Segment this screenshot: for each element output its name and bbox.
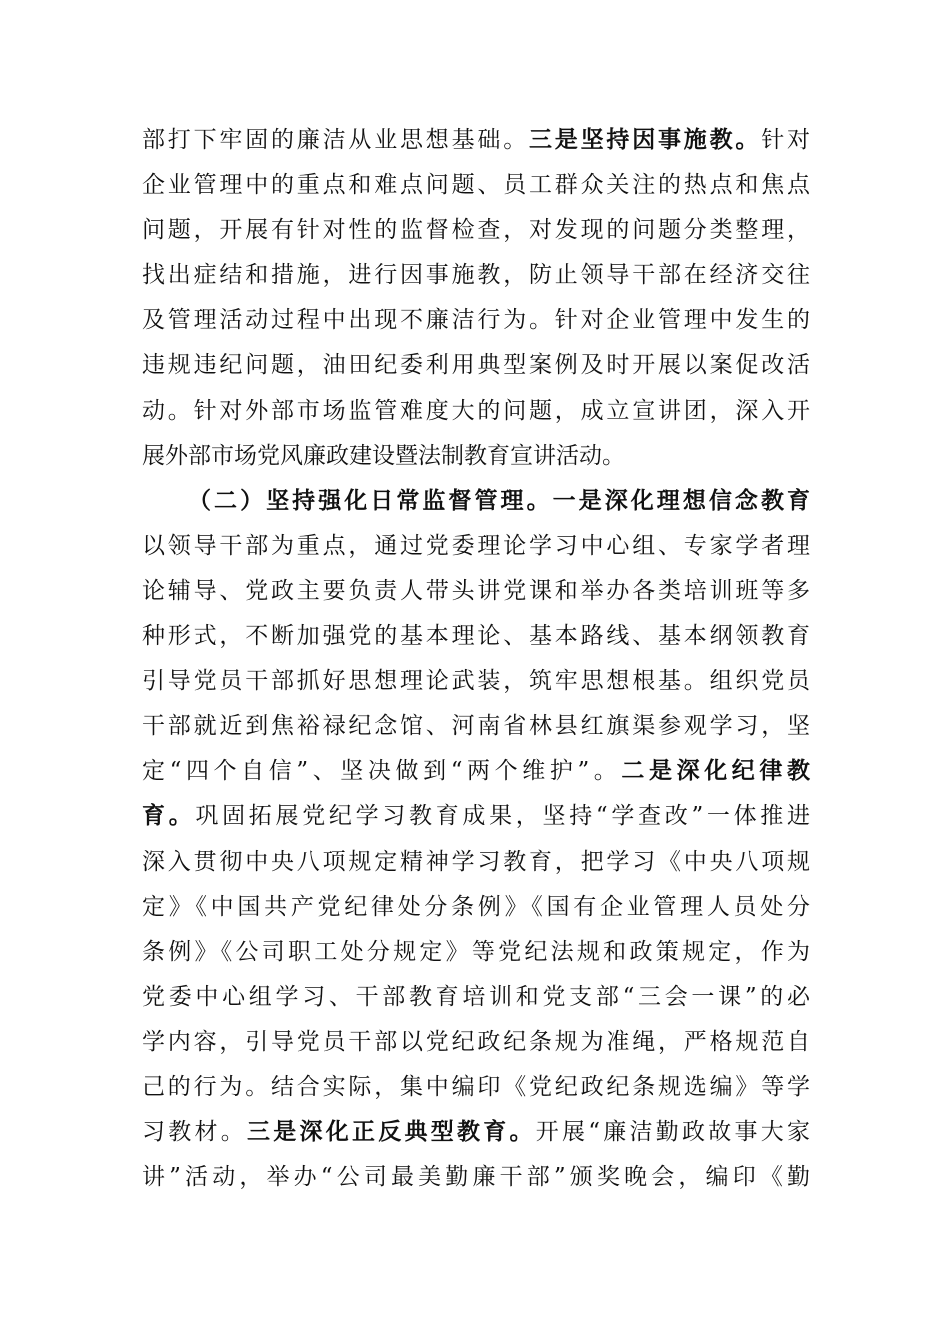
text-line bbox=[142, 434, 810, 479]
body-text bbox=[142, 118, 810, 1200]
text-line-indented bbox=[142, 479, 810, 524]
text-run: 干部就近到焦裕禄纪念馆、河南省林县红旗渠参观学习，坚 bbox=[142, 713, 810, 740]
text-line bbox=[142, 524, 810, 569]
text-run: 及管理活动过程中出现不廉洁行为。针对企业管理中发生的 bbox=[142, 307, 810, 334]
text-run-bold: 三是深化正反典型教育。 bbox=[247, 1119, 536, 1146]
text-run-bold: 育。 bbox=[142, 803, 196, 830]
text-run: 深入贯彻中央八项规定精神学习教育，把学习《中央八项规 bbox=[142, 848, 810, 875]
text-line bbox=[142, 569, 810, 614]
text-line bbox=[142, 1065, 810, 1110]
text-run: 开展“廉洁勤政故事大家 bbox=[535, 1119, 811, 1146]
text-run: 企业管理中的重点和难点问题、员工群众关注的热点和焦点 bbox=[142, 172, 810, 199]
text-run: 找出症结和措施，进行因事施教，防止领导干部在经济交往 bbox=[142, 262, 810, 289]
text-run: 违规违纪问题，油田纪委利用典型案例及时开展以案促改活 bbox=[142, 352, 810, 379]
text-line bbox=[142, 298, 810, 343]
text-line bbox=[142, 659, 810, 704]
text-run: 问题，开展有针对性的监督检查，对发现的问题分类整理， bbox=[142, 217, 810, 244]
text-run: 动。针对外部市场监管难度大的问题，成立宣讲团，深入开 bbox=[142, 397, 810, 424]
text-line bbox=[142, 1110, 810, 1155]
text-line bbox=[142, 208, 810, 253]
text-line bbox=[142, 253, 810, 298]
text-line bbox=[142, 389, 810, 434]
text-run: 定》《中国共产党纪律处分条例》《国有企业管理人员处分 bbox=[142, 893, 810, 920]
text-run: 学内容，引导党员干部以党纪政纪条规为准绳，严格规范自 bbox=[142, 1028, 810, 1055]
text-line bbox=[142, 794, 810, 839]
text-line bbox=[142, 343, 810, 388]
text-run: 部打下牢固的廉洁从业思想基础。 bbox=[142, 127, 529, 153]
text-line bbox=[142, 1020, 810, 1065]
text-line bbox=[142, 163, 810, 208]
text-line bbox=[142, 885, 810, 930]
text-line bbox=[142, 975, 810, 1020]
text-line bbox=[142, 1155, 810, 1200]
text-run: 展外部市场党风廉政建设暨法制教育宣讲活动。 bbox=[142, 442, 625, 469]
text-run: 己的行为。结合实际，集中编印《党纪政纪条规选编》等学 bbox=[142, 1073, 810, 1100]
text-run: 种形式，不断加强党的基本理论、基本路线、基本纲领教育 bbox=[142, 623, 810, 650]
text-line bbox=[142, 614, 810, 659]
text-run: 巩固拓展党纪学习教育成果，坚持“学查改”一体推进 bbox=[195, 803, 810, 830]
text-run: 党委中心组学习、干部教育培训和党支部“三会一课”的必 bbox=[142, 983, 810, 1010]
text-run: 定“四个自信”、坚决做到“两个维护”。 bbox=[142, 758, 622, 785]
text-run: 以领导干部为重点，通过党委理论学习中心组、专家学者理 bbox=[142, 532, 810, 559]
text-line bbox=[142, 704, 810, 749]
text-run: 引导党员干部抓好思想理论武装，筑牢思想根基。组织党员 bbox=[142, 668, 810, 695]
text-run: 针对 bbox=[761, 127, 811, 153]
section-heading: （二）坚持强化日常监督管理。 bbox=[188, 487, 553, 514]
text-line bbox=[142, 930, 810, 975]
text-run: 条例》《公司职工处分规定》等党纪法规和政策规定，作为 bbox=[142, 938, 810, 965]
text-run-bold: 三是坚持因事施教。 bbox=[529, 127, 762, 153]
text-run-bold: 二是深化纪律教 bbox=[621, 758, 810, 785]
text-run-bold: 一是深化理想信念教育 bbox=[552, 487, 811, 514]
text-run: 论辅导、党政主要负责人带头讲党课和举办各类培训班等多 bbox=[142, 577, 810, 604]
text-line bbox=[142, 840, 810, 885]
text-run: 讲”活动，举办“公司最美勤廉干部”颁奖晚会，编印《勤 bbox=[142, 1164, 810, 1191]
text-line bbox=[142, 749, 810, 794]
text-line bbox=[142, 118, 810, 163]
text-run: 习教材。 bbox=[142, 1119, 247, 1146]
